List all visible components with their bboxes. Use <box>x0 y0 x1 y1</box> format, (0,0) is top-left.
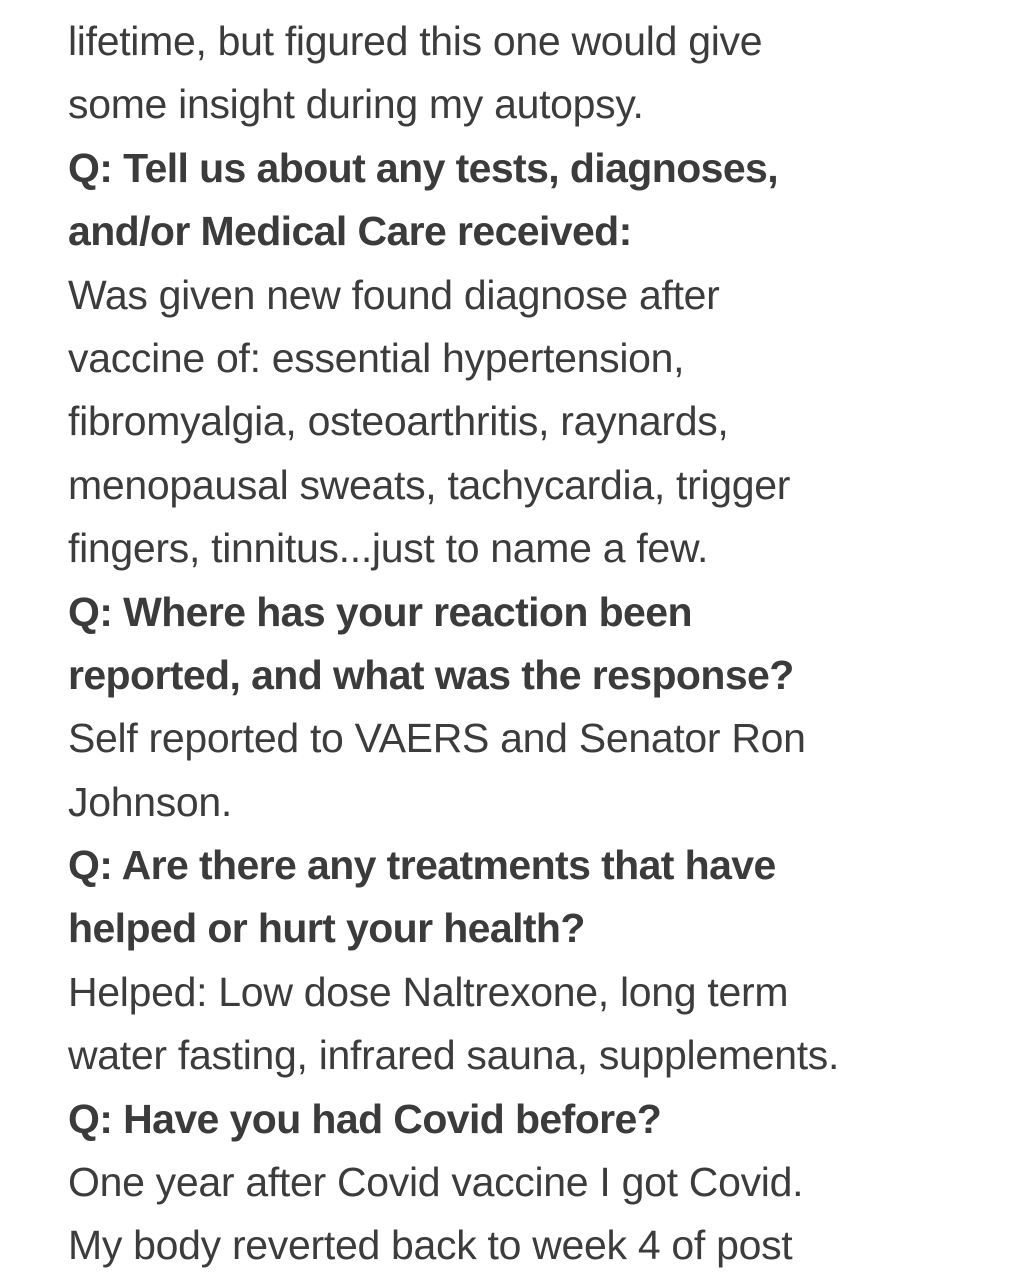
answer-line: My body reverted back to week 4 of post <box>68 1222 793 1269</box>
answer-line: Johnson. <box>68 778 233 825</box>
answer-line: menopausal sweats, tachycardia, trigger <box>68 461 791 508</box>
question-line: Q: Have you had Covid before? <box>68 1095 662 1142</box>
answer-line: Was given new found diagnose after <box>68 271 720 318</box>
question-line: and/or Medical Care received: <box>68 208 632 255</box>
answer-line: some insight during my autopsy. <box>68 81 644 128</box>
answer-line: fingers, tinnitus...just to name a few. <box>68 525 709 572</box>
answer-line: Helped: Low dose Naltrexone, long term <box>68 968 789 1015</box>
document-body <box>68 10 998 1278</box>
answer-line: One year after Covid vaccine I got Covid. <box>68 1159 804 1206</box>
question-line: Q: Tell us about any tests, diagnoses, <box>68 144 779 191</box>
question-line: reported, and what was the response? <box>68 651 794 698</box>
answer-line: vaccine of: essential hypertension, <box>68 334 685 381</box>
answer-line: fibromyalgia, osteoarthritis, raynards, <box>68 398 729 445</box>
answer-line: water fasting, infrared sauna, supplements. <box>68 1032 840 1079</box>
question-line: Q: Where has your reaction been <box>68 588 692 635</box>
question-line: Q: Are there any treatments that have <box>68 842 776 889</box>
question-line: helped or hurt your health? <box>68 905 585 952</box>
answer-line: Self reported to VAERS and Senator Ron <box>68 715 806 762</box>
answer-line: lifetime, but figured this one would give <box>68 18 763 64</box>
